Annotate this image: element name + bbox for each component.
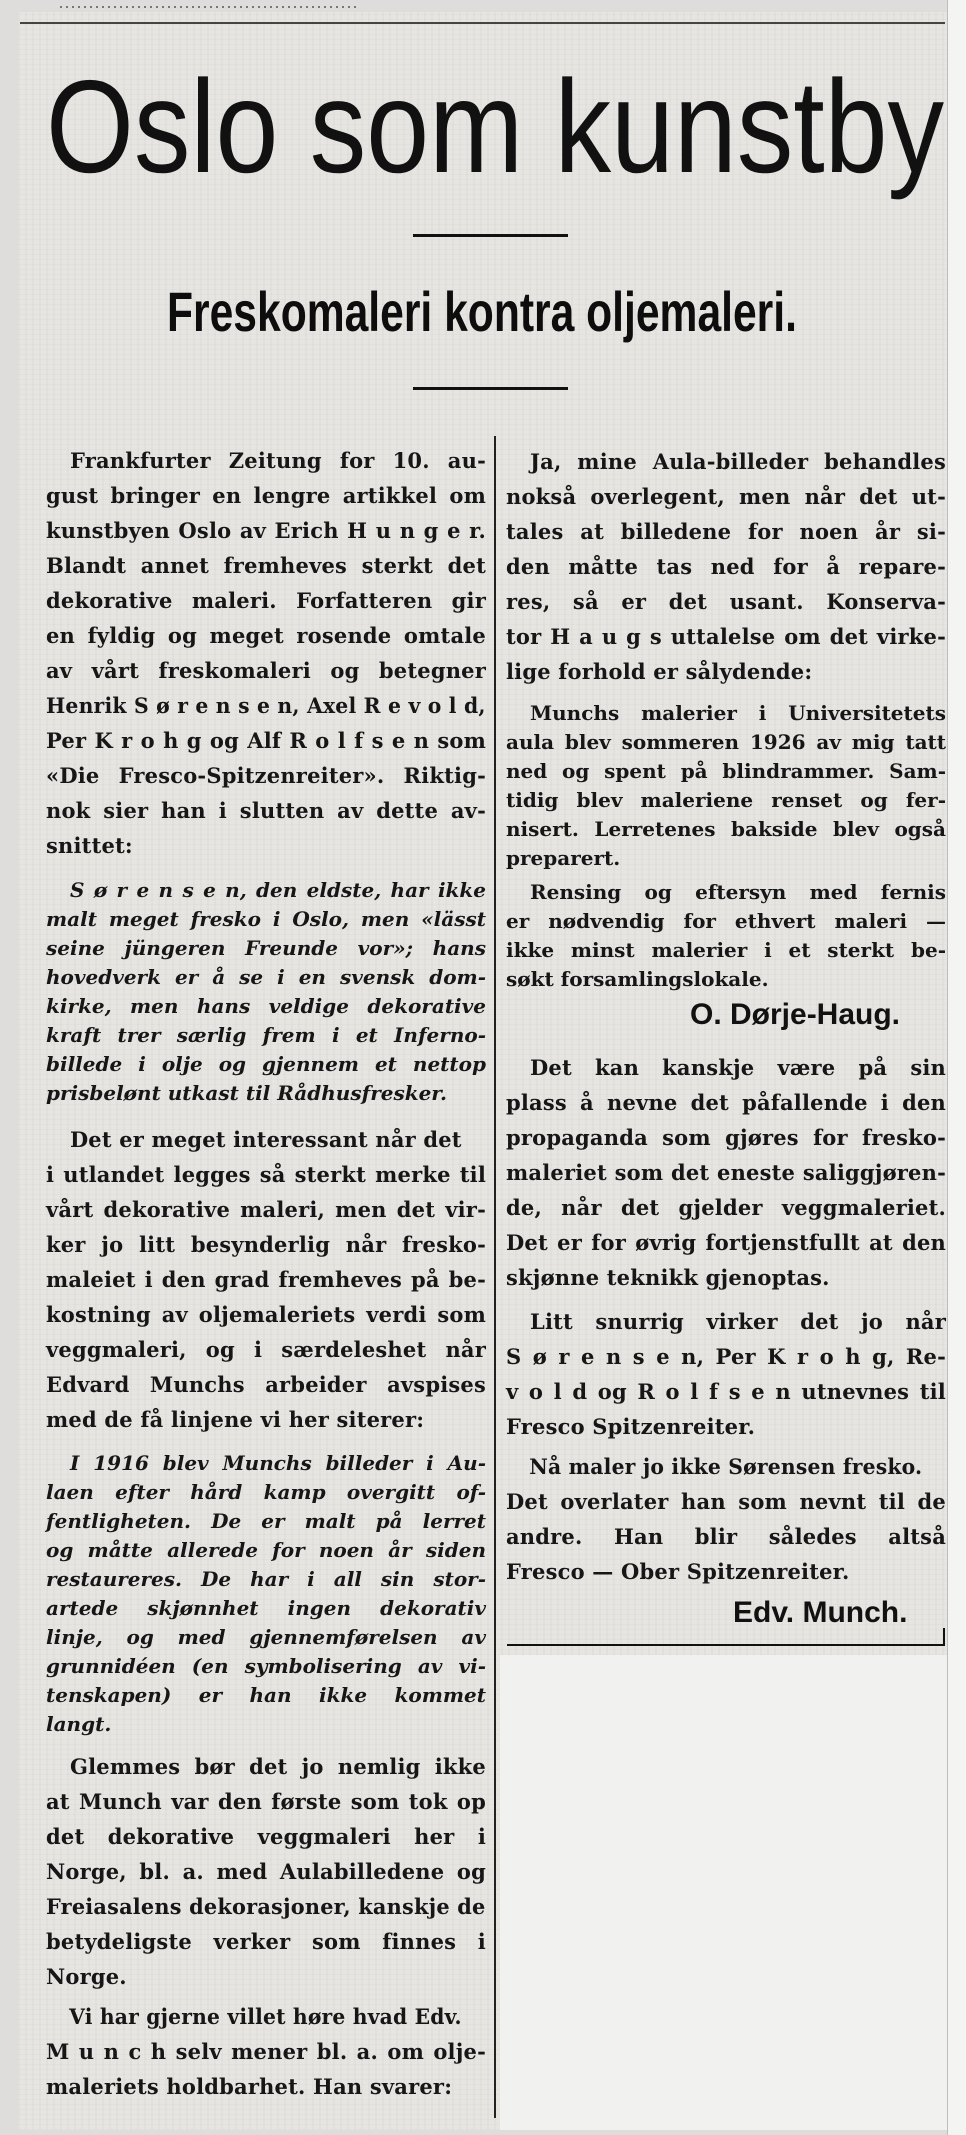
text-line: Norge.: [46, 1964, 127, 1989]
text-line: malt meget fresko i Oslo, men «lässt: [46, 907, 486, 931]
text-line: Henrik S ø r e n s e n, Axel R e v o l d,: [46, 693, 486, 718]
text-line: billede i olje og gjennem et nettop: [46, 1052, 486, 1076]
text-line: Det er for øvrig fortjenstfullt at den: [506, 1230, 946, 1255]
text-line: grunnidéen (en symbolisering av vi-: [46, 1654, 486, 1678]
text-line: tales at billedene for noen år si-: [506, 519, 946, 544]
text-line: i utlandet legges så sterkt merke til: [46, 1162, 486, 1187]
text-line: Ja, mine Aula-billeder behandles: [530, 449, 946, 474]
text-line: kostning av oljemaleriets verdi som: [46, 1302, 486, 1327]
text-line: det dekorative veggmaleri her i: [46, 1824, 486, 1849]
text-line: er nødvendig for ethvert maleri —: [506, 909, 946, 933]
text-line: tidig blev maleriene renset og fer-: [506, 788, 946, 812]
text-line: restaureres. De har i all sin stor-: [46, 1567, 486, 1591]
text-line: gust bringer en lengre artikkel om: [46, 483, 486, 508]
text-line: Fresco Spitzenreiter.: [506, 1414, 756, 1439]
text-line: Vi har gjerne villet høre hvad Edv.: [69, 2004, 462, 2029]
text-line: laen efter hård kamp overgitt of-: [46, 1480, 486, 1504]
text-line: v o l d og R o l f s e n utnevnes til: [506, 1379, 946, 1404]
text-line: snittet:: [46, 833, 133, 858]
paragraph: [506, 878, 946, 994]
text-line: Munchs malerier i Universitetets: [530, 701, 946, 725]
text-line: artede skjønnhet ingen dekorativ: [46, 1596, 486, 1620]
text-line: prisbelønt utkast til Rådhusfresker.: [46, 1081, 447, 1105]
text-line: betydeligste verker som finnes i: [46, 1929, 486, 1954]
text-line: ker jo litt besynderlig når fresko-: [46, 1232, 486, 1257]
paragraph: [506, 444, 946, 689]
text-line: «Die Fresco-Spitzenreiter». Riktig-: [46, 763, 486, 788]
text-line: preparert.: [506, 846, 621, 870]
signature-conservator: O. Dørje-Haug.: [690, 998, 901, 1031]
text-line: Frankfurter Zeitung for 10. au-: [70, 448, 486, 473]
text-line: at Munch var den første som tok op: [46, 1789, 486, 1814]
text-line: Blandt annet fremheves sterkt det: [46, 553, 486, 578]
text-line: de, når det gjelder veggmaleriet.: [506, 1195, 946, 1220]
text-line: langt.: [46, 1712, 112, 1736]
text-line: hovedverk er å se i en svensk dom-: [46, 965, 486, 989]
text-line: kraft trer særlig frem i et Inferno-: [46, 1023, 486, 1047]
paragraph: [46, 1749, 486, 1994]
text-line: nisert. Lerretenes bakside blev også: [506, 817, 946, 841]
text-line: Freiasalens dekorasjoner, kanskje de: [46, 1894, 486, 1919]
text-line: ikke minst malerier i et sterkt be-: [506, 938, 946, 962]
perforation-dots: [60, 6, 360, 8]
text-line: dekorative maleri. Forfatteren gir: [46, 588, 486, 613]
text-line: Nå maler jo ikke Sørensen fresko.: [529, 1454, 923, 1479]
end-rule-tick: [943, 1628, 945, 1646]
text-line: av vårt freskomaleri og betegner: [46, 658, 486, 683]
top-rule: [20, 22, 945, 24]
text-line: maleriets holdbarhet. Han svarer:: [46, 2074, 453, 2099]
text-line: kunstbyen Oslo av Erich H u n g e r.: [46, 518, 486, 543]
text-line: Det kan kanskje være på sin: [530, 1055, 946, 1080]
text-line: res, så er det usant. Konserva-: [506, 589, 946, 614]
paragraph: [506, 1050, 946, 1295]
paragraph: [506, 1304, 946, 1444]
text-line: tenskapen) er han ikke kommet: [46, 1683, 486, 1707]
text-line: Edvard Munchs arbeider avspises: [46, 1372, 486, 1397]
text-line: Det er meget interessant når det: [69, 1127, 462, 1152]
text-line: en fyldig og meget rosende omtale: [46, 623, 486, 648]
page-edge: [947, 0, 966, 2135]
text-line: Norge, bl. a. med Aulabilledene og: [46, 1859, 486, 1884]
text-line: I 1916 blev Munchs billeder i Au-: [70, 1451, 486, 1475]
text-line: søkt forsamlingslokale.: [506, 967, 769, 991]
text-line: vårt dekorative maleri, men det vir-: [46, 1197, 486, 1222]
text-line: M u n c h selv mener bl. a. om olje-: [46, 2039, 486, 2064]
paragraph: [46, 1999, 486, 2104]
text-line: Rensing og eftersyn med fernis: [530, 880, 946, 904]
headline-divider: [413, 234, 568, 237]
text-line: propaganda som gjøres for fresko-: [506, 1125, 946, 1150]
text-line: skjønne teknikk gjenoptas.: [506, 1265, 830, 1290]
text-line: den måtte tas ned for å repare-: [506, 554, 946, 579]
text-line: kirke, men hans veldige dekorative: [46, 994, 486, 1018]
text-line: maleriet som det eneste saliggjøren-: [506, 1160, 946, 1185]
text-line: aula blev sommeren 1926 av mig tatt: [506, 730, 946, 754]
text-line: nok sier han i slutten av dette av-: [46, 798, 486, 823]
blank-paper-area: [500, 1655, 948, 2130]
text-line: fentligheten. De er malt på lerret: [46, 1509, 486, 1533]
text-line: tor H a u g s uttalelse om det virke-: [506, 624, 946, 649]
text-line: og måtte allerede for noen år siden: [46, 1538, 486, 1562]
text-line: plass å nevne det påfallende i den: [506, 1090, 946, 1115]
subheadline-divider: [413, 387, 568, 390]
text-line: seine jüngeren Freunde vor»; hans: [46, 936, 486, 960]
text-line: linje, og med gjennemførelsen av: [46, 1625, 486, 1649]
paragraph: [506, 1449, 946, 1589]
paragraph: [506, 699, 946, 873]
text-line: Litt snurrig virker det jo når: [530, 1309, 946, 1334]
text-line: veggmaleri, og i særdeleshet når: [46, 1337, 486, 1362]
paragraph: [46, 876, 486, 1108]
column-divider: [494, 436, 496, 2118]
paragraph: [46, 1449, 486, 1739]
text-line: Det overlater han som nevnt til de: [506, 1489, 946, 1514]
text-line: ned og spent på blindrammer. Sam-: [506, 759, 946, 783]
text-line: med de få linjene vi her siterer:: [46, 1407, 425, 1432]
text-line: nokså overlegent, men når det ut-: [506, 484, 946, 509]
paragraph: [46, 443, 486, 863]
end-rule: [507, 1644, 945, 1646]
text-line: Fresco — Ober Spitzenreiter.: [506, 1559, 850, 1584]
headline: Oslo som kunstby: [46, 53, 945, 200]
text-line: andre. Han blir således altså: [506, 1524, 946, 1549]
text-line: lige forhold er sålydende:: [506, 659, 813, 684]
text-line: S ø r e n s e n, Per K r o h g, Re-: [506, 1344, 946, 1369]
text-line: maleiet i den grad fremheves på be-: [46, 1267, 486, 1292]
signature-author: Edv. Munch.: [733, 1596, 908, 1629]
text-line: Per K r o h g og Alf R o l f s e n som: [46, 728, 486, 753]
paragraph: [46, 1122, 486, 1437]
subheadline: Freskomaleri kontra oljemaleri.: [167, 280, 797, 343]
text-line: Glemmes bør det jo nemlig ikke: [70, 1754, 486, 1779]
text-line: S ø r e n s e n, den eldste, har ikke: [70, 878, 486, 902]
